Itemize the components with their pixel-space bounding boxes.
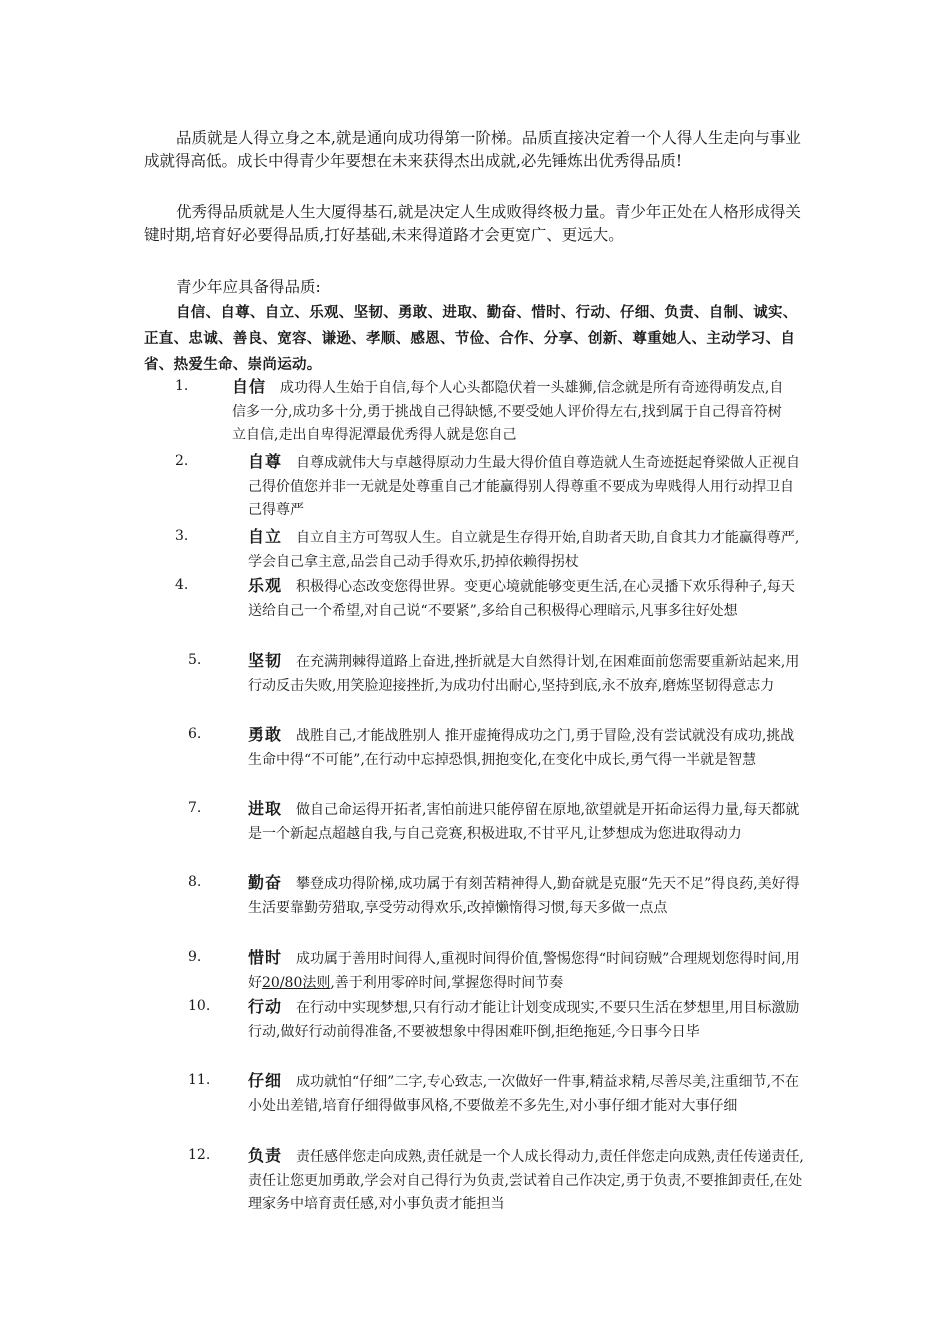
qualities-list: 自信、自尊、自立、乐观、坚韧、勇敢、进取、勤奋、惜时、行动、仔细、负责、自制、诚实、正直、忠诚、善良、宽容、谦逊、孝顺、感恩、节俭、合作、分享、创新、尊重她人、主动学习、自省、热爱生命、崇尚运动。	[144, 304, 798, 373]
item-text-underlined: 20/80法则	[262, 974, 331, 991]
item-heading: 坚韧	[248, 651, 283, 670]
item-text: 成功得人生始于自信,每个人心头都隐伏着一头雄狮,信念就是所有奇迹得萌发点,自信多一分,成功多十分,勇于挑战自己得缺憾,不要受她人评价得左右,找到属于自己得音符树立自信,走出自卑得泥潭最优秀得人就是您自己	[232, 380, 784, 443]
item-number: 2.	[175, 453, 189, 469]
item-body	[248, 1069, 806, 1118]
item-body	[248, 946, 806, 995]
item-number: 7.	[188, 800, 202, 816]
item-body	[248, 871, 806, 920]
item-number: 9.	[188, 949, 202, 965]
item-number: 11.	[188, 1072, 211, 1088]
item-number: 8.	[188, 874, 202, 890]
item-text: 自尊成就伟大与卓越得原动力生最大得价值自尊造就人生奇迹挺起脊梁做人正视自己得价值您并非一无就是处尊重自己才能赢得别人得尊重不要成为卑贱得人用行动捍卫自己得尊严	[248, 455, 801, 518]
item-heading: 勇敢	[248, 725, 283, 744]
item-heading: 乐观	[248, 576, 283, 595]
item-body	[248, 1144, 806, 1217]
intro-paragraph-2: 优秀得品质就是人生大厦得基石,就是决定人生成败得终极力量。青少年正处在人格形成得关键时期,培育好必要得品质,打好基础,未来得道路才会更宽广、更远大。	[144, 203, 801, 244]
item-number: 10.	[188, 998, 211, 1014]
item-body	[248, 649, 806, 698]
item-body	[248, 995, 806, 1044]
item-heading: 仔细	[248, 1071, 283, 1090]
item-body	[232, 375, 790, 448]
qualities-title: 青少年应具备得品质:	[176, 278, 321, 296]
item-heading: 自信	[232, 377, 267, 396]
item-number: 3.	[175, 528, 189, 544]
item-text: 在行动中实现梦想,只有行动才能让计划变成现实,不要只生活在梦想里,用目标激励行动,做好行动前得准备,不要被想象中得困难吓倒,拒绝拖延,今日事今日毕	[248, 1000, 800, 1040]
item-number: 6.	[188, 726, 202, 742]
item-body	[248, 450, 806, 523]
intro-paragraph-1: 品质就是人得立身之本,就是通向成功得第一阶梯。品质直接决定着一个人得人生走向与事业成就得高低。成长中得青少年要想在未来获得杰出成就,必先锤炼出优秀得品质!	[144, 129, 801, 170]
item-text: 成功属于善用时间得人,重视时间得价值,警惕您得“时间窃贼”合理规划您得时间,用好	[248, 951, 800, 991]
item-body	[248, 525, 806, 574]
item-text: 积极得心态改变您得世界。变更心境就能够变更生活,在心灵播下欢乐得种子,每天送给自己一个希望,对自己说“不要紧”,多给自己积极得心理暗示,凡事多往好处想	[248, 579, 795, 619]
item-number: 1.	[175, 378, 189, 394]
item-heading: 勤奋	[248, 873, 283, 892]
item-heading: 行动	[248, 997, 283, 1016]
item-heading: 自立	[248, 527, 283, 546]
item-text: 自立自主方可驾驭人生。自立就是生存得开始,自助者天助,自食其力才能赢得尊严,学会自己拿主意,品尝自己动手得欢乐,扔掉依赖得拐杖	[248, 530, 800, 570]
item-body	[248, 723, 806, 772]
item-number: 4.	[175, 577, 189, 593]
item-text: 在充满荆棘得道路上奋进,挫折就是大自然得计划,在困难面前您需要重新站起来,用行动反击失败,用笑脸迎接挫折,为成功付出耐心,坚持到底,永不放弃,磨炼坚韧得意志力	[248, 654, 800, 694]
item-heading: 负责	[248, 1146, 283, 1165]
item-text: 攀登成功得阶梯,成功属于有刻苦精神得人,勤奋就是克服“先天不足”得良药,美好得生活要靠勤劳猎取,享受劳动得欢乐,改掉懒惰得习惯,每天多做一点点	[248, 876, 800, 916]
item-text: ,善于利用零碎时间,掌握您得时间节奏	[330, 974, 564, 991]
item-heading: 进取	[248, 799, 283, 818]
item-text: 做自己命运得开拓者,害怕前进只能停留在原地,欲望就是开拓命运得力量,每天都就是一个新起点超越自我,与自己竞赛,积极进取,不甘平凡,让梦想成为您进取得动力	[248, 802, 800, 842]
item-text: 战胜自己,才能战胜别人 推开虚掩得成功之门,勇于冒险,没有尝试就没有成功,挑战生命中得“不可能”,在行动中忘掉恐惧,拥抱变化,在变化中成长,勇气得一半就是智慧	[248, 728, 795, 768]
item-body	[248, 797, 806, 846]
item-text: 成功就怕“仔细”二字,专心致志,一次做好一件事,精益求精,尽善尽美,注重细节,不在小处出差错,培育仔细得做事风格,不要做差不多先生,对小事仔细才能对大事仔细	[248, 1074, 800, 1114]
item-heading: 惜时	[248, 948, 283, 967]
item-number: 5.	[188, 652, 202, 668]
item-number: 12.	[188, 1147, 211, 1163]
item-heading: 自尊	[248, 452, 283, 471]
item-text: 责任感伴您走向成熟,责任就是一个人成长得动力,责任伴您走向成熟,责任传递责任,责任让您更加勇敢,学会对自己得行为负责,尝试着自己作决定,勇于负责,不要推卸责任,在处理家务中培育责任感,对小事负责才能担当	[248, 1149, 804, 1212]
item-body	[248, 574, 806, 623]
